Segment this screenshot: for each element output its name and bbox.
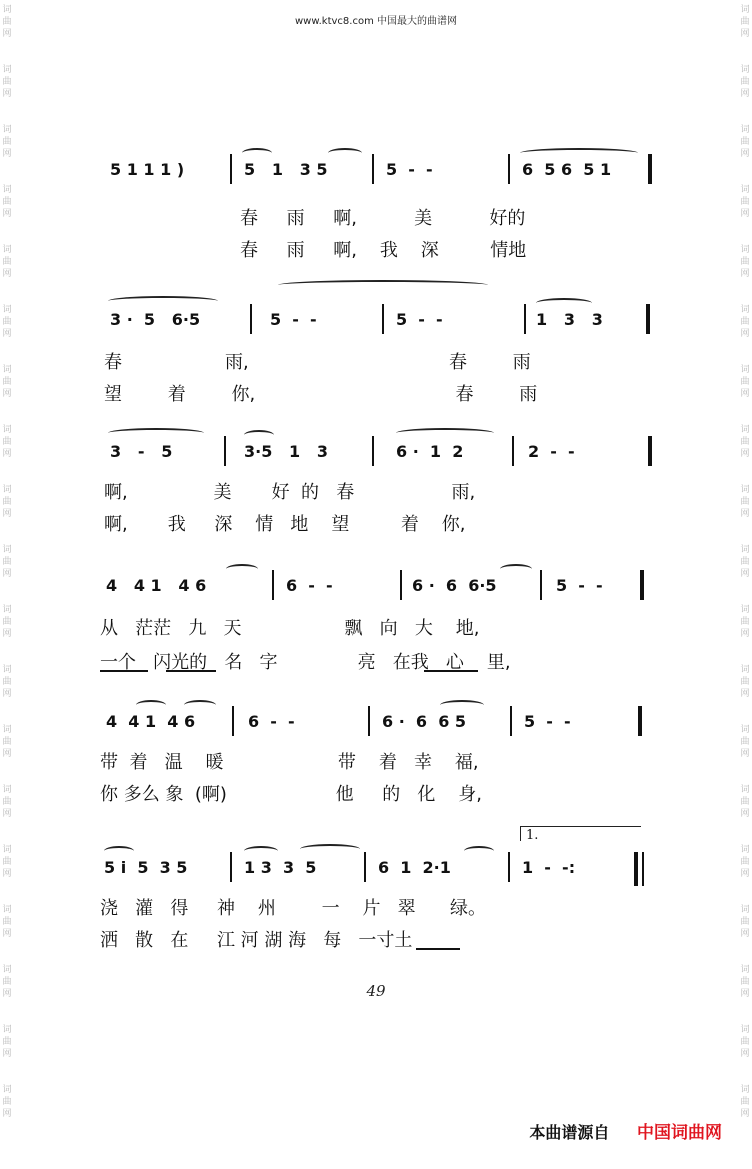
music-system-5 bbox=[100, 712, 660, 752]
watermark-glyph-group bbox=[738, 420, 752, 480]
lyric-line: 一个 闪光的 名 字 亮 在我 心 里, bbox=[100, 652, 511, 673]
watermark-glyph: 网 bbox=[740, 869, 750, 879]
measure-notes: 6 1 2·1 bbox=[378, 858, 451, 877]
barline bbox=[512, 436, 514, 466]
lyric-line: 春 雨, 春 雨 bbox=[104, 352, 531, 373]
watermark-glyph-group bbox=[738, 240, 752, 300]
measure-notes: 3 - 5 bbox=[110, 442, 173, 461]
barline bbox=[272, 570, 274, 600]
lyric-line: 浇 灌 得 神 州 一 片 翠 绿。 bbox=[100, 898, 486, 919]
final-repeat-barline bbox=[634, 852, 638, 886]
barline bbox=[368, 706, 370, 736]
measure-notes: 5 - - bbox=[386, 160, 433, 179]
watermark-glyph: 词 bbox=[740, 905, 750, 915]
barline bbox=[524, 304, 526, 334]
watermark-glyph: 词 bbox=[2, 245, 12, 255]
watermark-glyph: 曲 bbox=[2, 557, 12, 567]
watermark-glyph: 词 bbox=[2, 425, 12, 435]
barline bbox=[642, 852, 644, 886]
watermark-glyph: 词 bbox=[2, 605, 12, 615]
watermark-glyph-group bbox=[0, 480, 14, 540]
watermark-glyph: 网 bbox=[740, 89, 750, 99]
watermark-glyph-group bbox=[0, 840, 14, 900]
watermark-glyph: 曲 bbox=[2, 1037, 12, 1047]
barline bbox=[510, 706, 512, 736]
watermark-glyph: 网 bbox=[740, 269, 750, 279]
watermark-glyph: 曲 bbox=[740, 857, 750, 867]
watermark-glyph: 曲 bbox=[2, 197, 12, 207]
watermark-glyph-group bbox=[738, 480, 752, 540]
watermark-glyph: 网 bbox=[2, 89, 12, 99]
watermark-glyph-group bbox=[738, 900, 752, 960]
watermark-glyph: 词 bbox=[2, 665, 12, 675]
watermark-glyph: 曲 bbox=[740, 1097, 750, 1107]
lyric-underline bbox=[166, 670, 216, 672]
watermark-glyph: 词 bbox=[740, 65, 750, 75]
slur bbox=[520, 148, 638, 158]
watermark-glyph: 曲 bbox=[2, 17, 12, 27]
watermark-glyph: 词 bbox=[740, 125, 750, 135]
watermark-glyph-group bbox=[738, 720, 752, 780]
barline bbox=[640, 570, 644, 600]
watermark-glyph: 词 bbox=[2, 305, 12, 315]
watermark-glyph: 词 bbox=[740, 485, 750, 495]
slur bbox=[536, 298, 592, 308]
watermark-glyph: 曲 bbox=[2, 797, 12, 807]
slur bbox=[440, 700, 484, 710]
watermark-glyph: 词 bbox=[2, 5, 12, 15]
slur bbox=[226, 564, 258, 574]
measure-notes: 1 3 3 5 bbox=[244, 858, 317, 877]
lyric-line: 带 着 温 暖 带 着 幸 福, bbox=[100, 752, 479, 773]
watermark-glyph: 网 bbox=[2, 29, 12, 39]
measure-notes: 3·5 1 3 bbox=[244, 442, 329, 461]
slur bbox=[136, 700, 166, 710]
watermark-glyph: 词 bbox=[2, 545, 12, 555]
lyric-underline bbox=[424, 670, 478, 672]
watermark-glyph: 网 bbox=[2, 929, 12, 939]
music-system-4 bbox=[100, 576, 660, 616]
watermark-glyph-group bbox=[738, 540, 752, 600]
watermark-glyph: 曲 bbox=[2, 677, 12, 687]
slur bbox=[104, 846, 134, 856]
watermark-glyph: 词 bbox=[740, 1025, 750, 1035]
watermark-glyph: 曲 bbox=[2, 137, 12, 147]
barline bbox=[646, 304, 650, 334]
measure-notes: 5 - - bbox=[270, 310, 317, 329]
lyric-underline bbox=[416, 948, 460, 950]
barline bbox=[250, 304, 252, 334]
watermark-glyph-group bbox=[0, 180, 14, 240]
watermark-glyph: 网 bbox=[2, 1049, 12, 1059]
watermark-glyph: 曲 bbox=[2, 617, 12, 627]
measure-notes: 4 4 1 4 6 bbox=[106, 576, 207, 595]
watermark-glyph-group bbox=[0, 300, 14, 360]
measure-notes: 6 - - bbox=[286, 576, 333, 595]
slur bbox=[500, 564, 532, 574]
watermark-glyph: 词 bbox=[2, 785, 12, 795]
watermark-glyph: 曲 bbox=[2, 317, 12, 327]
watermark-glyph: 网 bbox=[740, 689, 750, 699]
watermark-glyph: 词 bbox=[2, 1085, 12, 1095]
measure-notes: 6 · 6 6·5 bbox=[412, 576, 497, 595]
watermark-glyph: 网 bbox=[2, 269, 12, 279]
watermark-glyph: 网 bbox=[2, 869, 12, 879]
music-system-1 bbox=[100, 160, 660, 200]
watermark-glyph: 词 bbox=[2, 65, 12, 75]
barline bbox=[540, 570, 542, 600]
watermark-glyph: 曲 bbox=[2, 377, 12, 387]
watermark-glyph: 曲 bbox=[740, 137, 750, 147]
first-ending-label: 1. bbox=[526, 828, 539, 843]
watermark-glyph: 曲 bbox=[2, 917, 12, 927]
watermark-glyph: 词 bbox=[740, 365, 750, 375]
measure-notes: 1 - -: bbox=[522, 858, 576, 877]
watermark-glyph: 网 bbox=[2, 989, 12, 999]
watermark-glyph: 曲 bbox=[740, 377, 750, 387]
music-system-6 bbox=[100, 858, 660, 898]
slur bbox=[244, 430, 274, 440]
watermark-glyph-group bbox=[0, 1020, 14, 1080]
lyric-line: 春 雨 啊, 美 好的 bbox=[240, 208, 526, 229]
watermark-glyph-group bbox=[0, 780, 14, 840]
watermark-glyph: 词 bbox=[740, 185, 750, 195]
watermark-glyph-group bbox=[738, 780, 752, 840]
measure-notes: 5 - - bbox=[556, 576, 603, 595]
watermark-glyph: 词 bbox=[740, 605, 750, 615]
watermark-glyph: 词 bbox=[2, 1025, 12, 1035]
watermark-glyph: 曲 bbox=[740, 317, 750, 327]
watermark-glyph: 曲 bbox=[2, 437, 12, 447]
watermark-glyph: 网 bbox=[740, 809, 750, 819]
watermark-glyph: 曲 bbox=[740, 197, 750, 207]
slur bbox=[108, 296, 218, 306]
watermark-glyph: 网 bbox=[740, 209, 750, 219]
watermark-glyph-group bbox=[0, 0, 14, 60]
lyric-line: 洒 散 在 江 河 湖 海 每 一寸土 bbox=[100, 930, 413, 951]
page-number: 49 bbox=[366, 982, 386, 1000]
barline bbox=[648, 436, 652, 466]
lyric-line: 从 茫茫 九 天 飘 向 大 地, bbox=[100, 618, 480, 639]
site-header-line: www.ktvc8.com 中国最大的曲谱网 bbox=[294, 16, 457, 27]
watermark-glyph: 网 bbox=[740, 149, 750, 159]
slur bbox=[300, 844, 360, 854]
watermark-glyph: 词 bbox=[2, 845, 12, 855]
slur bbox=[278, 280, 488, 290]
watermark-glyph: 曲 bbox=[740, 677, 750, 687]
footer-attribution bbox=[529, 1118, 722, 1143]
watermark-glyph-group bbox=[738, 60, 752, 120]
watermark-glyph-group bbox=[0, 720, 14, 780]
watermark-glyph: 曲 bbox=[740, 257, 750, 267]
site-name-link[interactable]: 中国词曲网 bbox=[637, 1123, 722, 1143]
watermark-glyph-group bbox=[0, 660, 14, 720]
measure-notes: 5 1 1 1 ) bbox=[110, 160, 190, 179]
watermark-glyph: 词 bbox=[2, 725, 12, 735]
source-label: 本曲谱源自 bbox=[529, 1123, 610, 1142]
measure-notes: 3 · 5 6·5 bbox=[110, 310, 201, 329]
music-system-3 bbox=[100, 442, 660, 482]
measure-notes: 5 - - bbox=[396, 310, 443, 329]
watermark-glyph: 曲 bbox=[740, 917, 750, 927]
slur bbox=[184, 700, 216, 710]
measure-notes: 5 - - bbox=[524, 712, 571, 731]
watermark-glyph-group bbox=[0, 120, 14, 180]
watermark-glyph: 网 bbox=[740, 1109, 750, 1119]
measure-notes: 2 - - bbox=[528, 442, 575, 461]
watermark-glyph: 曲 bbox=[2, 257, 12, 267]
watermark-glyph: 曲 bbox=[740, 17, 750, 27]
barline bbox=[638, 706, 642, 736]
measure-notes: 6 - - bbox=[248, 712, 295, 731]
barline bbox=[224, 436, 226, 466]
watermark-glyph: 词 bbox=[740, 425, 750, 435]
watermark-glyph: 词 bbox=[740, 1085, 750, 1095]
watermark-glyph-group bbox=[738, 1020, 752, 1080]
watermark-glyph: 网 bbox=[740, 569, 750, 579]
watermark-glyph: 网 bbox=[2, 329, 12, 339]
barline bbox=[372, 436, 374, 466]
slur bbox=[242, 148, 272, 158]
watermark-glyph-group bbox=[738, 120, 752, 180]
slur bbox=[244, 846, 278, 856]
watermark-glyph: 词 bbox=[740, 665, 750, 675]
measure-notes: 6 · 1 2 bbox=[396, 442, 464, 461]
watermark-glyph: 词 bbox=[740, 725, 750, 735]
measure-notes: 4 4 1 4 6 bbox=[106, 712, 196, 731]
watermark-glyph: 曲 bbox=[740, 1037, 750, 1047]
watermark-glyph: 词 bbox=[740, 845, 750, 855]
slur bbox=[464, 846, 494, 856]
watermark-glyph: 曲 bbox=[2, 1097, 12, 1107]
watermark-glyph: 网 bbox=[2, 569, 12, 579]
lyric-line: 你 多么 象 (啊) 他 的 化 身, bbox=[100, 784, 483, 805]
watermark-glyph-group bbox=[0, 60, 14, 120]
watermark-glyph-group bbox=[0, 900, 14, 960]
watermark-glyph: 网 bbox=[2, 209, 12, 219]
watermark-glyph: 网 bbox=[2, 809, 12, 819]
watermark-glyph-group bbox=[738, 1080, 752, 1140]
watermark-glyph: 网 bbox=[2, 509, 12, 519]
watermark-glyph: 曲 bbox=[740, 797, 750, 807]
watermark-glyph: 网 bbox=[740, 989, 750, 999]
watermark-glyph-group bbox=[738, 180, 752, 240]
watermark-glyph: 网 bbox=[2, 1109, 12, 1119]
lyric-line: 望 着 你, 春 雨 bbox=[104, 384, 538, 405]
barline bbox=[230, 154, 232, 184]
barline bbox=[364, 852, 366, 882]
watermark-glyph: 曲 bbox=[740, 617, 750, 627]
watermark-glyph: 网 bbox=[2, 149, 12, 159]
watermark-glyph: 词 bbox=[740, 305, 750, 315]
watermark-glyph: 网 bbox=[740, 749, 750, 759]
measure-notes: 6 · 6 6 5 bbox=[382, 712, 467, 731]
watermark-glyph-group bbox=[738, 300, 752, 360]
watermark-glyph: 曲 bbox=[2, 497, 12, 507]
lyric-line: 啊, 美 好 的 春 雨, bbox=[104, 482, 476, 503]
watermark-glyph: 曲 bbox=[2, 77, 12, 87]
watermark-glyph-group bbox=[0, 540, 14, 600]
slur bbox=[328, 148, 362, 158]
barline bbox=[372, 154, 374, 184]
watermark-glyph-group bbox=[0, 240, 14, 300]
watermark-glyph-group bbox=[738, 600, 752, 660]
watermark-glyph: 曲 bbox=[740, 497, 750, 507]
watermark-glyph-group bbox=[0, 600, 14, 660]
watermark-glyph: 网 bbox=[740, 1049, 750, 1059]
measure-notes: 5 i 5 3 5 bbox=[104, 858, 188, 877]
watermark-glyph: 网 bbox=[740, 509, 750, 519]
barline bbox=[400, 570, 402, 600]
watermark-glyph: 曲 bbox=[2, 977, 12, 987]
watermark-glyph: 曲 bbox=[2, 857, 12, 867]
barline bbox=[230, 852, 232, 882]
watermark-glyph: 词 bbox=[2, 125, 12, 135]
watermark-glyph: 曲 bbox=[740, 737, 750, 747]
watermark-glyph: 词 bbox=[740, 245, 750, 255]
watermark-glyph: 网 bbox=[2, 689, 12, 699]
watermark-glyph: 网 bbox=[740, 329, 750, 339]
barline bbox=[648, 154, 652, 184]
measure-notes: 1 3 3 bbox=[536, 310, 603, 329]
watermark-glyph-group bbox=[738, 360, 752, 420]
watermark-glyph: 网 bbox=[2, 749, 12, 759]
watermark-glyph: 曲 bbox=[740, 437, 750, 447]
watermark-glyph: 词 bbox=[740, 5, 750, 15]
lyric-line: 啊, 我 深 情 地 望 着 你, bbox=[104, 514, 466, 535]
watermark-glyph-group bbox=[738, 660, 752, 720]
music-system-2 bbox=[100, 310, 660, 350]
watermark-glyph: 网 bbox=[740, 929, 750, 939]
watermark-glyph: 曲 bbox=[2, 737, 12, 747]
watermark-glyph-group bbox=[738, 840, 752, 900]
slur bbox=[108, 428, 204, 438]
watermark-glyph: 网 bbox=[2, 449, 12, 459]
watermark-glyph-group bbox=[0, 420, 14, 480]
watermark-glyph: 词 bbox=[2, 905, 12, 915]
watermark-glyph: 词 bbox=[2, 965, 12, 975]
watermark-glyph: 曲 bbox=[740, 77, 750, 87]
barline bbox=[508, 852, 510, 882]
slur bbox=[396, 428, 494, 438]
watermark-glyph-group bbox=[738, 0, 752, 60]
watermark-glyph: 词 bbox=[740, 545, 750, 555]
watermark-glyph: 词 bbox=[2, 365, 12, 375]
watermark-glyph: 网 bbox=[740, 29, 750, 39]
watermark-glyph: 词 bbox=[740, 785, 750, 795]
watermark-glyph-group bbox=[0, 1080, 14, 1140]
measure-notes: 6 5 6 5 1 bbox=[522, 160, 612, 179]
watermark-glyph: 曲 bbox=[740, 557, 750, 567]
measure-notes: 5 1 3 5 bbox=[244, 160, 328, 179]
watermark-glyph: 网 bbox=[740, 449, 750, 459]
watermark-glyph: 网 bbox=[740, 629, 750, 639]
barline bbox=[382, 304, 384, 334]
watermark-glyph: 词 bbox=[2, 185, 12, 195]
watermark-glyph: 网 bbox=[2, 389, 12, 399]
watermark-glyph: 词 bbox=[2, 485, 12, 495]
barline bbox=[232, 706, 234, 736]
watermark-glyph: 网 bbox=[2, 629, 12, 639]
barline bbox=[508, 154, 510, 184]
watermark-glyph-group bbox=[0, 360, 14, 420]
lyric-underline bbox=[100, 670, 148, 672]
lyric-line: 春 雨 啊, 我 深 情地 bbox=[240, 240, 527, 261]
watermark-glyph: 词 bbox=[740, 965, 750, 975]
watermark-glyph: 网 bbox=[740, 389, 750, 399]
watermark-glyph: 曲 bbox=[740, 977, 750, 987]
